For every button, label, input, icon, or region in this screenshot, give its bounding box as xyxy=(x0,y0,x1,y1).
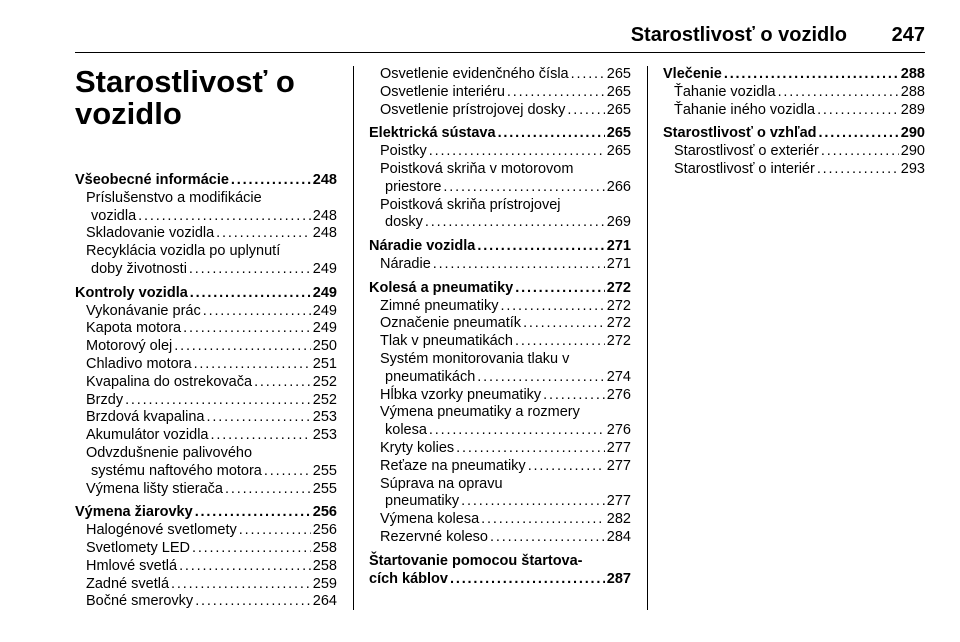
toc-entry-line: Poistková skriňa prístrojovej xyxy=(380,196,561,213)
toc-entry[interactable]: Hmlové svetlá . . . 258 xyxy=(75,558,337,576)
toc-entry[interactable]: Rezervné koleso . . . 284 xyxy=(369,529,631,547)
toc-entry[interactable]: Tlak v pneumatikách . . . 272 xyxy=(369,333,631,351)
toc-column-1 xyxy=(75,66,337,611)
toc-entry[interactable]: pneumatikách . . . 274 xyxy=(369,369,631,387)
toc-entry[interactable]: Brzdová kvapalina . . . 253 xyxy=(75,409,337,427)
toc-entry[interactable]: Zimné pneumatiky . . . 272 xyxy=(369,298,631,316)
toc-entry[interactable]: pneumatiky . . . 277 xyxy=(369,493,631,511)
toc-column-2 xyxy=(369,66,631,588)
toc-entry[interactable]: Brzdy . . . 252 xyxy=(75,392,337,410)
toc-entry[interactable]: Starostlivosť o interiér . . . 293 xyxy=(663,161,925,179)
toc-section-entry[interactable]: Výmena žiarovky . . . 256 xyxy=(75,504,337,522)
toc-entry-line: Recyklácia vozidla po uplynutí xyxy=(86,243,281,260)
column-divider xyxy=(647,66,648,610)
toc-section-entry[interactable]: cích káblov . . . 287 xyxy=(369,571,631,589)
toc-entry[interactable]: Kvapalina do ostrekovača . . . 252 xyxy=(75,374,337,392)
toc-entry[interactable]: Osvetlenie interiéru . . . 265 xyxy=(369,84,631,102)
toc-entry[interactable]: Reťaze na pneumatiky . . . 277 xyxy=(369,458,631,476)
toc-entry[interactable]: Chladivo motora . . . 251 xyxy=(75,356,337,374)
toc-entry[interactable]: Náradie . . . 271 xyxy=(369,256,631,274)
toc-entry[interactable]: doby životnosti . . . 249 xyxy=(75,261,337,279)
toc-column-3 xyxy=(663,66,925,179)
toc-entry-line: Systém monitorovania tlaku v xyxy=(380,350,570,367)
toc-entry[interactable]: Osvetlenie evidenčného čísla . . . 265 xyxy=(369,66,631,84)
toc-entry[interactable]: Kapota motora . . . 249 xyxy=(75,320,337,338)
toc-entry[interactable]: kolesa . . . 276 xyxy=(369,422,631,440)
toc-entry[interactable]: Akumulátor vozidla . . . 253 xyxy=(75,427,337,445)
running-title: Starostlivosť o vozidlo xyxy=(630,24,847,46)
toc-entry[interactable]: Svetlomety LED . . . 258 xyxy=(75,540,337,558)
toc-entry[interactable]: Výmena kolesa . . . 282 xyxy=(369,511,631,529)
toc-entry[interactable]: vozidla . . . 248 xyxy=(75,208,337,226)
toc-section-entry[interactable]: Starostlivosť o vzhľad . . . 290 xyxy=(663,125,925,143)
toc-entry[interactable]: Vykonávanie prác . . . 249 xyxy=(75,303,337,321)
toc-entry[interactable]: Ťahanie iného vozidla . . . 289 xyxy=(663,102,925,120)
toc-entry[interactable]: Starostlivosť o exteriér . . . 290 xyxy=(663,143,925,161)
toc-entry-line: Odvzdušnenie palivového xyxy=(86,444,253,461)
toc-entry-line: Výmena pneumatiky a rozmery xyxy=(380,404,580,421)
toc-entry[interactable]: Poistky . . . 265 xyxy=(369,143,631,161)
column-divider xyxy=(353,66,354,610)
toc-entry[interactable]: Označenie pneumatík . . . 272 xyxy=(369,315,631,333)
toc-entry-line: Súprava na opravu xyxy=(380,475,503,492)
toc-entry[interactable]: Ťahanie vozidla . . . 288 xyxy=(663,84,925,102)
toc-entry-line: Príslušenstvo a modifikácie xyxy=(86,189,262,206)
toc-section-entry[interactable]: Kolesá a pneumatiky . . . 272 xyxy=(369,280,631,298)
toc-entry-line: Poistková skriňa v motorovom xyxy=(380,160,574,177)
toc-entry[interactable]: priestore . . . 266 xyxy=(369,179,631,197)
toc-entry[interactable]: Motorový olej . . . 250 xyxy=(75,338,337,356)
toc-section-entry[interactable]: Všeobecné informácie . . . 248 xyxy=(75,172,337,190)
toc-section-entry[interactable]: Náradie vozidla . . . 271 xyxy=(369,238,631,256)
toc-entry[interactable]: Skladovanie vozidla . . . 248 xyxy=(75,225,337,243)
toc-section-entry[interactable]: Vlečenie . . . 288 xyxy=(663,66,925,84)
toc-entry[interactable]: dosky . . . 269 xyxy=(369,214,631,232)
page-number: 247 xyxy=(891,24,925,46)
toc-entry[interactable]: Osvetlenie prístrojovej dosky . . . 265 xyxy=(369,102,631,120)
toc-section-line: Štartovanie pomocou štartova- xyxy=(369,552,583,569)
chapter-title: Starostlivosť o vozidlo xyxy=(75,64,295,131)
toc-section-entry[interactable]: Kontroly vozidla . . . 249 xyxy=(75,285,337,303)
toc-entry[interactable]: Hĺbka vzorky pneumatiky . . . 276 xyxy=(369,387,631,405)
toc-entry[interactable]: Halogénové svetlomety . . . 256 xyxy=(75,522,337,540)
page-header xyxy=(75,0,925,53)
toc-entry[interactable]: Kryty kolies . . . 277 xyxy=(369,440,631,458)
toc-entry[interactable]: Zadné svetlá . . . 259 xyxy=(75,576,337,594)
toc-section-entry[interactable]: Elektrická sústava . . . 265 xyxy=(369,125,631,143)
toc-entry[interactable]: Výmena lišty stierača . . . 255 xyxy=(75,481,337,499)
toc-entry[interactable]: systému naftového motora . . . 255 xyxy=(75,463,337,481)
toc-entry[interactable]: Bočné smerovky . . . 264 xyxy=(75,593,337,611)
